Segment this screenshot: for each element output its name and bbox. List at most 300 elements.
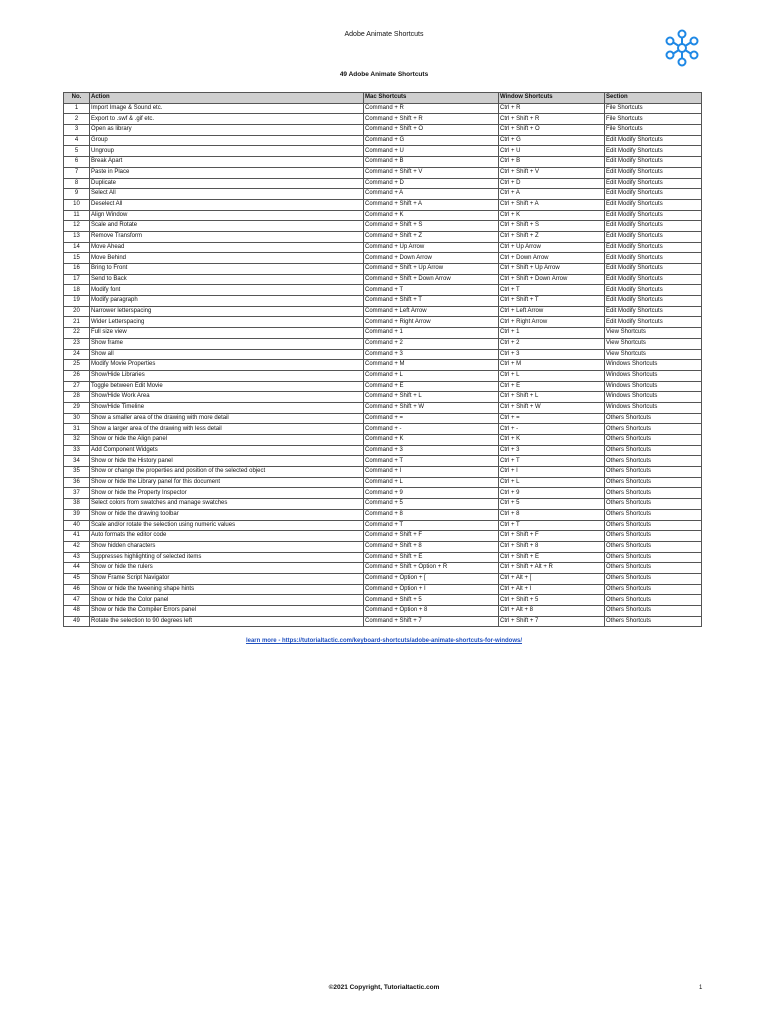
cell-mac-shortcut: Command + D xyxy=(364,178,499,189)
cell-section: Others Shortcuts xyxy=(605,477,702,488)
cell-window-shortcut: Ctrl + A xyxy=(499,189,605,200)
cell-mac-shortcut: Command + T xyxy=(364,285,499,296)
cell-mac-shortcut: Command + Shift + 5 xyxy=(364,595,499,606)
cell-window-shortcut: Ctrl + Shift + S xyxy=(499,221,605,232)
cell-window-shortcut: Ctrl + Down Arrow xyxy=(499,253,605,264)
table-row xyxy=(64,135,702,146)
network-nodes-icon xyxy=(662,28,702,68)
page-number: 1 xyxy=(699,985,703,991)
cell-mac-shortcut: Command + E xyxy=(364,381,499,392)
table-row xyxy=(64,424,702,435)
cell-mac-shortcut: Command + Shift + Option + R xyxy=(364,563,499,574)
cell-window-shortcut: Ctrl + K xyxy=(499,435,605,446)
table-row xyxy=(64,392,702,403)
cell-number: 35 xyxy=(64,467,90,478)
table-row xyxy=(64,573,702,584)
cell-action: Show or hide the drawing toolbar xyxy=(90,509,364,520)
cell-mac-shortcut: Command + 3 xyxy=(364,349,499,360)
cell-number: 24 xyxy=(64,349,90,360)
table-row xyxy=(64,467,702,478)
cell-window-shortcut: Ctrl + Alt + 8 xyxy=(499,606,605,617)
cell-action: Ungroup xyxy=(90,146,364,157)
cell-action: Move Behind xyxy=(90,253,364,264)
cell-action: Show/Hide Work Area xyxy=(90,392,364,403)
cell-window-shortcut: Ctrl + M xyxy=(499,360,605,371)
cell-number: 26 xyxy=(64,370,90,381)
cell-window-shortcut: Ctrl + B xyxy=(499,157,605,168)
table-row xyxy=(64,114,702,125)
table-row xyxy=(64,285,702,296)
table-row xyxy=(64,552,702,563)
table-row xyxy=(64,520,702,531)
cell-action: Group xyxy=(90,135,364,146)
cell-window-shortcut: Ctrl + Shift + O xyxy=(499,125,605,136)
cell-mac-shortcut: Command + Option + I xyxy=(364,584,499,595)
cell-mac-shortcut: Command + L xyxy=(364,370,499,381)
cell-number: 37 xyxy=(64,488,90,499)
cell-action: Select All xyxy=(90,189,364,200)
cell-number: 21 xyxy=(64,317,90,328)
table-row xyxy=(64,499,702,510)
cell-number: 47 xyxy=(64,595,90,606)
table-body xyxy=(64,103,702,627)
table-row xyxy=(64,189,702,200)
cell-action: Auto formats the editor code xyxy=(90,531,364,542)
cell-action: Show hidden characters xyxy=(90,541,364,552)
cell-action: Show a smaller area of the drawing with more detail xyxy=(90,413,364,424)
table-row xyxy=(64,616,702,627)
cell-number: 3 xyxy=(64,125,90,136)
copyright-text: ©2021 Copyright, Tutorialtactic.com xyxy=(328,984,440,991)
cell-window-shortcut: Ctrl + L xyxy=(499,477,605,488)
cell-action: Wider Letterspacing xyxy=(90,317,364,328)
cell-mac-shortcut: Command + Shift + W xyxy=(364,402,499,413)
cell-section: Others Shortcuts xyxy=(605,413,702,424)
cell-mac-shortcut: Command + K xyxy=(364,435,499,446)
cell-section: Edit Modify Shortcuts xyxy=(605,242,702,253)
table-row xyxy=(64,488,702,499)
table-row xyxy=(64,306,702,317)
cell-number: 15 xyxy=(64,253,90,264)
table-row xyxy=(64,360,702,371)
table-row xyxy=(64,370,702,381)
cell-section: Others Shortcuts xyxy=(605,584,702,595)
table-row xyxy=(64,531,702,542)
cell-window-shortcut: Ctrl + 8 xyxy=(499,509,605,520)
cell-mac-shortcut: Command + 3 xyxy=(364,445,499,456)
cell-window-shortcut: Ctrl + Shift + 8 xyxy=(499,541,605,552)
cell-mac-shortcut: Command + 8 xyxy=(364,509,499,520)
cell-number: 31 xyxy=(64,424,90,435)
cell-mac-shortcut: Command + Shift + O xyxy=(364,125,499,136)
cell-action: Show or hide the rulers xyxy=(90,563,364,574)
cell-action: Toggle between Edit Movie xyxy=(90,381,364,392)
cell-action: Show or change the properties and position of the selected object xyxy=(90,467,364,478)
cell-number: 25 xyxy=(64,360,90,371)
cell-window-shortcut: Ctrl + Shift + 5 xyxy=(499,595,605,606)
cell-mac-shortcut: Command + 1 xyxy=(364,328,499,339)
cell-mac-shortcut: Command + Down Arrow xyxy=(364,253,499,264)
cell-window-shortcut: Ctrl + Shift + E xyxy=(499,552,605,563)
cell-number: 33 xyxy=(64,445,90,456)
cell-action: Send to Back xyxy=(90,274,364,285)
table-row xyxy=(64,445,702,456)
cell-section: Edit Modify Shortcuts xyxy=(605,189,702,200)
cell-number: 18 xyxy=(64,285,90,296)
cell-mac-shortcut: Command + L xyxy=(364,477,499,488)
cell-section: Windows Shortcuts xyxy=(605,360,702,371)
cell-action: Full size view xyxy=(90,328,364,339)
cell-window-shortcut: Ctrl + I xyxy=(499,467,605,478)
cell-action: Modify font xyxy=(90,285,364,296)
cell-mac-shortcut: Command + M xyxy=(364,360,499,371)
table-row xyxy=(64,125,702,136)
table-row xyxy=(64,231,702,242)
cell-section: Edit Modify Shortcuts xyxy=(605,274,702,285)
table-row xyxy=(64,264,702,275)
cell-window-shortcut: Ctrl + T xyxy=(499,520,605,531)
cell-number: 10 xyxy=(64,199,90,210)
cell-window-shortcut: Ctrl + Left Arrow xyxy=(499,306,605,317)
cell-section: Edit Modify Shortcuts xyxy=(605,296,702,307)
cell-number: 23 xyxy=(64,338,90,349)
cell-action: Show a larger area of the drawing with less detail xyxy=(90,424,364,435)
cell-mac-shortcut: Command + Shift + Up Arrow xyxy=(364,264,499,275)
cell-section: Others Shortcuts xyxy=(605,509,702,520)
cell-action: Show or hide the tweening shape hints xyxy=(90,584,364,595)
cell-action: Narrower letterspacing xyxy=(90,306,364,317)
cell-window-shortcut: Ctrl + G xyxy=(499,135,605,146)
table-row xyxy=(64,413,702,424)
cell-section: Others Shortcuts xyxy=(605,456,702,467)
cell-section: Edit Modify Shortcuts xyxy=(605,135,702,146)
cell-window-shortcut: Ctrl + Shift + T xyxy=(499,296,605,307)
cell-action: Bring to Front xyxy=(90,264,364,275)
cell-section: Others Shortcuts xyxy=(605,520,702,531)
cell-window-shortcut: Ctrl + 5 xyxy=(499,499,605,510)
cell-mac-shortcut: Command + K xyxy=(364,210,499,221)
cell-window-shortcut: Ctrl + Alt + I xyxy=(499,584,605,595)
cell-window-shortcut: Ctrl + T xyxy=(499,285,605,296)
cell-number: 20 xyxy=(64,306,90,317)
column-header-action: Action xyxy=(90,93,364,104)
cell-window-shortcut: Ctrl + Shift + 7 xyxy=(499,616,605,627)
learn-more-link[interactable]: learn more - https://tutorialtactic.com/keyboard-shortcuts/adobe-animate-shortcuts-for-windows/ xyxy=(245,638,523,644)
cell-section: Edit Modify Shortcuts xyxy=(605,146,702,157)
cell-section: View Shortcuts xyxy=(605,338,702,349)
cell-action: Duplicate xyxy=(90,178,364,189)
cell-window-shortcut: Ctrl + Up Arrow xyxy=(499,242,605,253)
cell-mac-shortcut: Command + Shift + L xyxy=(364,392,499,403)
cell-number: 29 xyxy=(64,402,90,413)
cell-action: Show/Hide Libraries xyxy=(90,370,364,381)
cell-window-shortcut: Ctrl + K xyxy=(499,210,605,221)
cell-window-shortcut: Ctrl + Shift + Z xyxy=(499,231,605,242)
table-row xyxy=(64,317,702,328)
cell-section: Others Shortcuts xyxy=(605,541,702,552)
cell-action: Show or hide the Align panel xyxy=(90,435,364,446)
table-row xyxy=(64,296,702,307)
cell-mac-shortcut: Command + Left Arrow xyxy=(364,306,499,317)
cell-section: Edit Modify Shortcuts xyxy=(605,317,702,328)
cell-mac-shortcut: Command + Shift + R xyxy=(364,114,499,125)
cell-mac-shortcut: Command + T xyxy=(364,456,499,467)
cell-number: 9 xyxy=(64,189,90,200)
cell-number: 7 xyxy=(64,167,90,178)
cell-mac-shortcut: Command + Up Arrow xyxy=(364,242,499,253)
cell-section: Windows Shortcuts xyxy=(605,381,702,392)
table-row xyxy=(64,338,702,349)
cell-action: Show or hide the Color panel xyxy=(90,595,364,606)
table-header-row xyxy=(64,93,702,104)
cell-window-shortcut: Ctrl + L xyxy=(499,370,605,381)
table-row xyxy=(64,477,702,488)
cell-action: Modify Movie Properties xyxy=(90,360,364,371)
column-header-section: Section xyxy=(605,93,702,104)
cell-number: 42 xyxy=(64,541,90,552)
cell-action: Move Ahead xyxy=(90,242,364,253)
cell-action: Add Component Widgets xyxy=(90,445,364,456)
table-row xyxy=(64,349,702,360)
column-header-mac-shortcuts: Mac Shortcuts xyxy=(364,93,499,104)
cell-section: File Shortcuts xyxy=(605,103,702,114)
cell-number: 30 xyxy=(64,413,90,424)
cell-section: Others Shortcuts xyxy=(605,445,702,456)
cell-section: Windows Shortcuts xyxy=(605,402,702,413)
cell-window-shortcut: Ctrl + Shift + Up Arrow xyxy=(499,264,605,275)
cell-mac-shortcut: Command + Option + [ xyxy=(364,573,499,584)
cell-mac-shortcut: Command + Shift + 7 xyxy=(364,616,499,627)
cell-window-shortcut: Ctrl + U xyxy=(499,146,605,157)
cell-action: Show all xyxy=(90,349,364,360)
cell-action: Scale and Rotate xyxy=(90,221,364,232)
column-header-number: No. xyxy=(64,93,90,104)
table-row xyxy=(64,253,702,264)
cell-mac-shortcut: Command + U xyxy=(364,146,499,157)
table-row xyxy=(64,584,702,595)
cell-window-shortcut: Ctrl + Shift + W xyxy=(499,402,605,413)
cell-window-shortcut: Ctrl + Shift + V xyxy=(499,167,605,178)
cell-window-shortcut: Ctrl + Shift + A xyxy=(499,199,605,210)
cell-number: 39 xyxy=(64,509,90,520)
table-row xyxy=(64,167,702,178)
table-row xyxy=(64,328,702,339)
cell-action: Align Window xyxy=(90,210,364,221)
cell-section: Others Shortcuts xyxy=(605,606,702,617)
cell-section: Others Shortcuts xyxy=(605,488,702,499)
cell-window-shortcut: Ctrl + T xyxy=(499,456,605,467)
cell-section: Edit Modify Shortcuts xyxy=(605,210,702,221)
table-row xyxy=(64,509,702,520)
cell-section: Edit Modify Shortcuts xyxy=(605,264,702,275)
cell-action: Show or hide the Property Inspector xyxy=(90,488,364,499)
cell-mac-shortcut: Command + - xyxy=(364,424,499,435)
cell-mac-shortcut: Command + 2 xyxy=(364,338,499,349)
cell-action: Suppresses highlighting of selected items xyxy=(90,552,364,563)
cell-action: Modify paragraph xyxy=(90,296,364,307)
table-row xyxy=(64,274,702,285)
table-row xyxy=(64,435,702,446)
cell-action: Break Apart xyxy=(90,157,364,168)
table-row xyxy=(64,595,702,606)
table-row xyxy=(64,221,702,232)
cell-section: Others Shortcuts xyxy=(605,424,702,435)
cell-mac-shortcut: Command + Shift + E xyxy=(364,552,499,563)
cell-section: Edit Modify Shortcuts xyxy=(605,221,702,232)
cell-mac-shortcut: Command + R xyxy=(364,103,499,114)
cell-number: 11 xyxy=(64,210,90,221)
cell-number: 28 xyxy=(64,392,90,403)
cell-action: Select colors from swatches and manage swatches xyxy=(90,499,364,510)
cell-mac-shortcut: Command + Option + 8 xyxy=(364,606,499,617)
cell-window-shortcut: Ctrl + Shift + Alt + R xyxy=(499,563,605,574)
cell-mac-shortcut: Command + Shift + V xyxy=(364,167,499,178)
cell-number: 17 xyxy=(64,274,90,285)
cell-number: 45 xyxy=(64,573,90,584)
table-row xyxy=(64,541,702,552)
cell-section: Others Shortcuts xyxy=(605,531,702,542)
cell-action: Remove Transform xyxy=(90,231,364,242)
cell-section: Others Shortcuts xyxy=(605,616,702,627)
cell-action: Show frame xyxy=(90,338,364,349)
cell-action: Show or hide the Library panel for this document xyxy=(90,477,364,488)
cell-mac-shortcut: Command + Shift + Z xyxy=(364,231,499,242)
cell-mac-shortcut: Command + 5 xyxy=(364,499,499,510)
cell-mac-shortcut: Command + = xyxy=(364,413,499,424)
cell-number: 38 xyxy=(64,499,90,510)
cell-number: 8 xyxy=(64,178,90,189)
cell-action: Rotate the selection to 90 degrees left xyxy=(90,616,364,627)
cell-number: 32 xyxy=(64,435,90,446)
cell-window-shortcut: Ctrl + = xyxy=(499,413,605,424)
cell-section: Edit Modify Shortcuts xyxy=(605,231,702,242)
cell-number: 14 xyxy=(64,242,90,253)
table-row xyxy=(64,402,702,413)
cell-section: File Shortcuts xyxy=(605,125,702,136)
cell-window-shortcut: Ctrl + Right Arrow xyxy=(499,317,605,328)
cell-window-shortcut: Ctrl + 3 xyxy=(499,349,605,360)
table-row xyxy=(64,456,702,467)
cell-action: Show/Hide Timeline xyxy=(90,402,364,413)
cell-number: 27 xyxy=(64,381,90,392)
cell-window-shortcut: Ctrl + 9 xyxy=(499,488,605,499)
shortcuts-table xyxy=(63,92,702,627)
table-row xyxy=(64,210,702,221)
cell-section: Others Shortcuts xyxy=(605,573,702,584)
cell-section: Windows Shortcuts xyxy=(605,370,702,381)
cell-mac-shortcut: Command + 9 xyxy=(364,488,499,499)
cell-window-shortcut: Ctrl + Alt + [ xyxy=(499,573,605,584)
cell-section: View Shortcuts xyxy=(605,328,702,339)
cell-window-shortcut: Ctrl + R xyxy=(499,103,605,114)
cell-window-shortcut: Ctrl + 1 xyxy=(499,328,605,339)
cell-mac-shortcut: Command + B xyxy=(364,157,499,168)
cell-section: Edit Modify Shortcuts xyxy=(605,157,702,168)
cell-mac-shortcut: Command + Shift + Down Arrow xyxy=(364,274,499,285)
cell-section: Edit Modify Shortcuts xyxy=(605,178,702,189)
cell-number: 22 xyxy=(64,328,90,339)
cell-section: View Shortcuts xyxy=(605,349,702,360)
cell-action: Open as library xyxy=(90,125,364,136)
cell-mac-shortcut: Command + Shift + 8 xyxy=(364,541,499,552)
cell-mac-shortcut: Command + Right Arrow xyxy=(364,317,499,328)
cell-section: Others Shortcuts xyxy=(605,563,702,574)
page-header-title: Adobe Animate Shortcuts xyxy=(344,31,424,38)
cell-number: 6 xyxy=(64,157,90,168)
cell-mac-shortcut: Command + I xyxy=(364,467,499,478)
cell-section: Others Shortcuts xyxy=(605,435,702,446)
cell-mac-shortcut: Command + Shift + F xyxy=(364,531,499,542)
cell-section: Others Shortcuts xyxy=(605,467,702,478)
table-row xyxy=(64,157,702,168)
cell-window-shortcut: Ctrl + E xyxy=(499,381,605,392)
cell-number: 48 xyxy=(64,606,90,617)
cell-section: Edit Modify Shortcuts xyxy=(605,253,702,264)
cell-window-shortcut: Ctrl + 3 xyxy=(499,445,605,456)
column-header-window-shortcuts: Window Shortcuts xyxy=(499,93,605,104)
table-row xyxy=(64,606,702,617)
cell-action: Deselect All xyxy=(90,199,364,210)
cell-mac-shortcut: Command + Shift + T xyxy=(364,296,499,307)
cell-section: Others Shortcuts xyxy=(605,552,702,563)
cell-number: 43 xyxy=(64,552,90,563)
cell-mac-shortcut: Command + G xyxy=(364,135,499,146)
cell-number: 41 xyxy=(64,531,90,542)
cell-window-shortcut: Ctrl + D xyxy=(499,178,605,189)
cell-mac-shortcut: Command + T xyxy=(364,520,499,531)
cell-number: 1 xyxy=(64,103,90,114)
cell-window-shortcut: Ctrl + Shift + Down Arrow xyxy=(499,274,605,285)
cell-number: 19 xyxy=(64,296,90,307)
cell-action: Export to .swf & .gif etc. xyxy=(90,114,364,125)
table-row xyxy=(64,563,702,574)
cell-action: Scale and/or rotate the selection using numeric values xyxy=(90,520,364,531)
cell-number: 12 xyxy=(64,221,90,232)
cell-section: Edit Modify Shortcuts xyxy=(605,167,702,178)
cell-action: Show or hide the History panel xyxy=(90,456,364,467)
cell-number: 46 xyxy=(64,584,90,595)
document-title: 49 Adobe Animate Shortcuts xyxy=(339,71,429,78)
table-row xyxy=(64,199,702,210)
cell-mac-shortcut: Command + Shift + S xyxy=(364,221,499,232)
cell-number: 40 xyxy=(64,520,90,531)
cell-action: Show Frame Script Navigator xyxy=(90,573,364,584)
cell-action: Import Image & Sound etc. xyxy=(90,103,364,114)
cell-number: 13 xyxy=(64,231,90,242)
cell-number: 16 xyxy=(64,264,90,275)
cell-section: Edit Modify Shortcuts xyxy=(605,306,702,317)
cell-section: File Shortcuts xyxy=(605,114,702,125)
cell-section: Edit Modify Shortcuts xyxy=(605,285,702,296)
cell-mac-shortcut: Command + A xyxy=(364,189,499,200)
cell-number: 34 xyxy=(64,456,90,467)
cell-section: Windows Shortcuts xyxy=(605,392,702,403)
table-row xyxy=(64,242,702,253)
cell-action: Paste in Place xyxy=(90,167,364,178)
cell-action: Show or hide the Compiler Errors panel xyxy=(90,606,364,617)
cell-window-shortcut: Ctrl + - xyxy=(499,424,605,435)
cell-section: Others Shortcuts xyxy=(605,499,702,510)
cell-number: 44 xyxy=(64,563,90,574)
cell-mac-shortcut: Command + Shift + A xyxy=(364,199,499,210)
cell-window-shortcut: Ctrl + Shift + R xyxy=(499,114,605,125)
cell-window-shortcut: Ctrl + Shift + L xyxy=(499,392,605,403)
table-row xyxy=(64,146,702,157)
cell-window-shortcut: Ctrl + 2 xyxy=(499,338,605,349)
table-row xyxy=(64,103,702,114)
cell-window-shortcut: Ctrl + Shift + F xyxy=(499,531,605,542)
cell-number: 4 xyxy=(64,135,90,146)
